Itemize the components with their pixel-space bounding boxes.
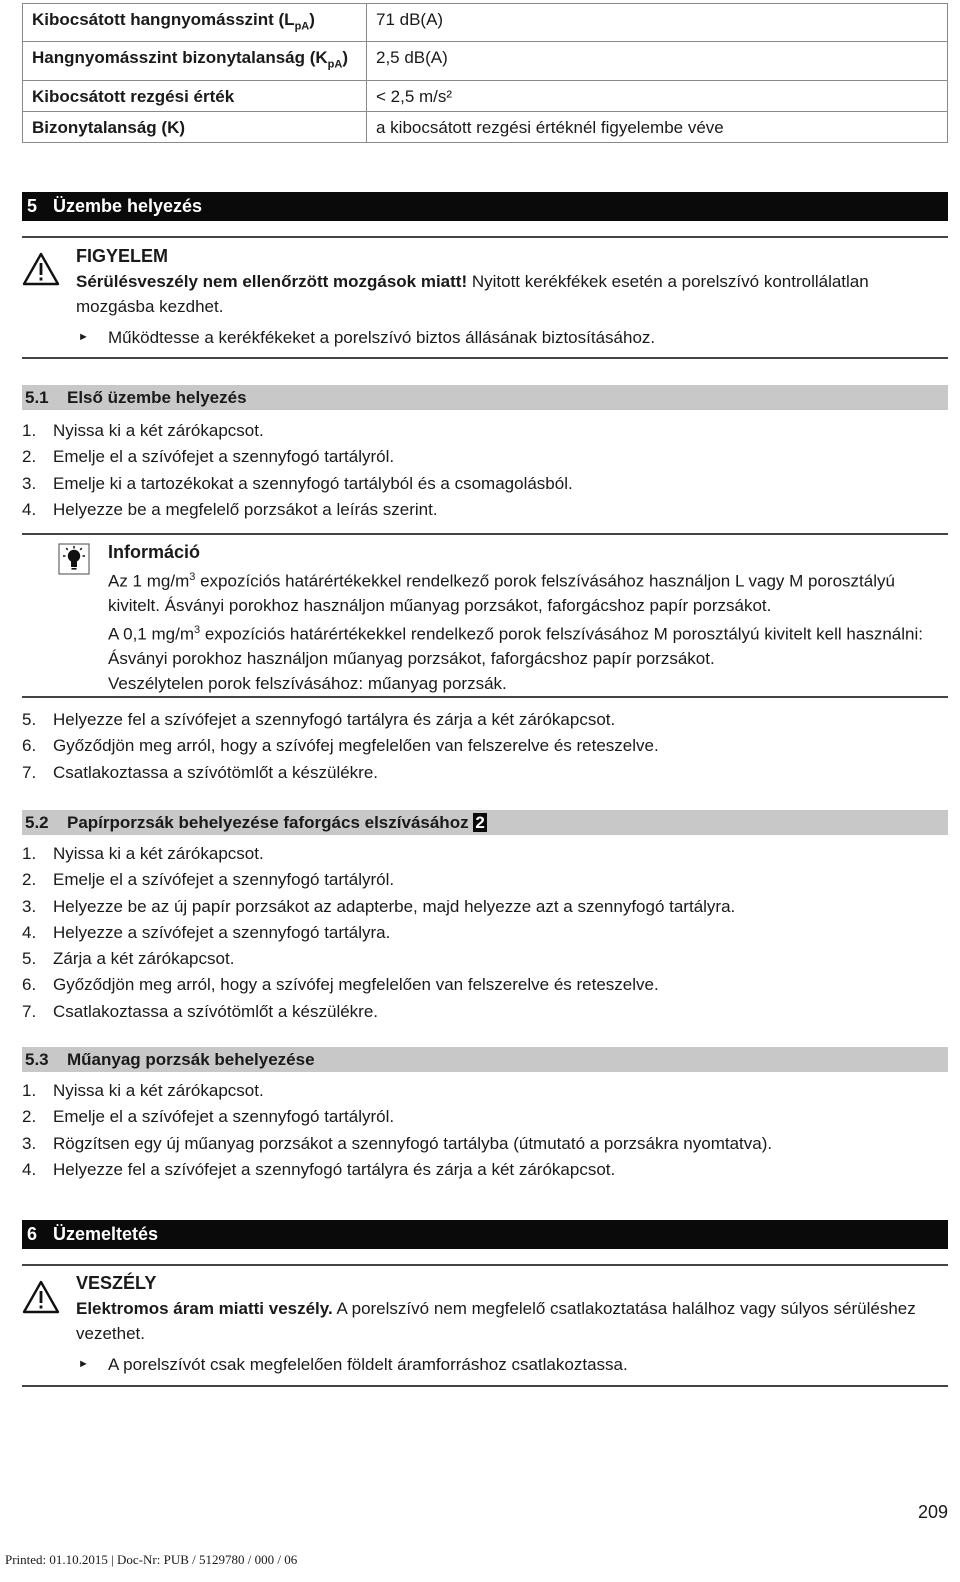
spec-key-subscript: pA (294, 20, 310, 33)
step-item (22, 841, 948, 867)
warning-action-text: A porelszívót csak megfelelően földelt áramforráshoz csatlakoztassa. (108, 1355, 628, 1374)
spec-key-text: Bizonytalanság (K) (32, 117, 186, 137)
steps-5-1-b (22, 707, 948, 786)
step-text: Nyissa ki a két zárókapcsot. (53, 1081, 264, 1100)
info-p1-sup: 3 (189, 570, 196, 583)
spec-value: 71 dB(A) (367, 4, 948, 42)
step-number: 1. (22, 1081, 37, 1100)
step-item (22, 760, 948, 786)
step-number: 5. (22, 710, 37, 729)
spec-table (22, 3, 948, 143)
subsection-number: 5.1 (25, 388, 49, 407)
step-item (22, 1104, 948, 1130)
step-item (22, 999, 948, 1025)
section-6-heading (22, 1220, 948, 1249)
step-item (22, 471, 948, 497)
spec-key-after: ) (342, 48, 349, 68)
step-number: 2. (22, 447, 37, 467)
steps-5-3 (22, 1078, 948, 1183)
info-paragraph-3: Veszélytelen porok felszívásához: műanyag porzsák. (108, 673, 507, 693)
step-text: Helyezze fel a szívófejet a szennyfogó tartályra és zárja a két zárókapcsot. (53, 710, 616, 729)
spec-key (23, 4, 367, 42)
subsection-title: Papírporzsák behelyezése faforgács elszívásához (67, 813, 469, 832)
subsection-title: Első üzembe helyezés (67, 388, 247, 407)
warning-title: FIGYELEM (76, 246, 169, 266)
info-block (22, 535, 948, 697)
step-text: Emelje el a szívófejet a szennyfogó tartályról. (53, 870, 395, 890)
step-number: 3. (22, 1133, 37, 1153)
spec-row (23, 42, 948, 80)
step-text: Nyissa ki a két zárókapcsot. (53, 421, 264, 440)
info-paragraph-1 (108, 565, 948, 619)
spec-key-after: ) (309, 10, 315, 29)
divider (22, 696, 948, 698)
subsection-number: 5.3 (25, 1050, 49, 1069)
page-number: 209 (917, 1502, 948, 1522)
step-number: 7. (22, 762, 37, 782)
warning-lead-rest: Nyitott kerékfékek esetén a porelszívó kontrollálatlan mozgásba kezdhet. (76, 272, 869, 316)
step-text: Nyissa ki a két zárókapcsot. (53, 844, 264, 863)
subsection-5-1-heading (22, 385, 948, 410)
step-number: 3. (22, 473, 37, 493)
step-item (22, 418, 948, 444)
step-item (22, 497, 948, 523)
warning-triangle-icon (22, 1280, 60, 1314)
spec-key-text: Hangnyomásszint bizonytalanság (K (32, 48, 328, 68)
info-p1-post: expozíciós határértékekkel rendelkező porok felszívásához használjon L vagy M porosztályú kivitelt. Ásványi porokhoz használjon műanyag porzsákot, faforgácshoz papír porzsákot. (108, 571, 895, 615)
subsection-number: 5.2 (25, 813, 49, 832)
spec-key-text: Kibocsátott rezgési érték (32, 86, 235, 106)
step-number: 4. (22, 499, 37, 519)
step-text: Emelje el a szívófejet a szennyfogó tartályról. (53, 1107, 395, 1127)
step-number: 4. (22, 922, 37, 942)
step-text: Helyezze fel a szívófejet a szennyfogó tartályra és zárja a két zárókapcsot. (53, 1159, 616, 1179)
step-text: Rögzítsen egy új műanyag porzsákot a szennyfogó tartályba (útmutató a porzsákra nyomtatva). (53, 1133, 773, 1153)
step-item (22, 1157, 948, 1183)
info-p2-post: expozíciós határértékekkel rendelkező porok felszívásához M porosztályú kivitelt kell használni: Ásványi porokhoz használjon műanyag porzsákot, faforgácshoz papír porzsákot. (108, 624, 923, 669)
step-item (22, 707, 948, 733)
steps-5-1-a (22, 418, 948, 523)
section-title: Üzembe helyezés (53, 196, 203, 216)
warning-title: VESZÉLY (76, 1273, 157, 1293)
info-p1-pre: Az 1 mg/m (108, 571, 190, 591)
divider (22, 357, 948, 359)
lightbulb-icon (58, 543, 90, 575)
spec-value: a kibocsátott rezgési értéknél figyelembe véve (367, 111, 948, 142)
step-text: Csatlakoztassa a szívótömlőt a készülékre. (53, 1001, 379, 1021)
step-text: Helyezze be a megfelelő porzsákot a leírás szerint. (53, 499, 438, 519)
step-number: 5. (22, 949, 37, 969)
subsection-title: Műanyag porzsák behelyezése (67, 1050, 315, 1069)
warning-block-figyelem (22, 238, 948, 358)
spec-key (23, 111, 367, 142)
spec-row (23, 111, 948, 142)
step-number: 3. (22, 896, 37, 916)
step-item (22, 1078, 948, 1104)
subsection-5-2-heading (22, 810, 948, 835)
figure-reference: 2 (475, 813, 485, 832)
divider (22, 1385, 948, 1387)
warning-lead-rest: A porelszívó nem megfelelő csatlakoztatása halálhoz vagy súlyos sérüléshez vezethet. (76, 1299, 916, 1343)
section-5-heading (22, 192, 948, 221)
step-number: 1. (22, 421, 37, 440)
info-paragraph-2 (108, 618, 948, 672)
spec-value: 2,5 dB(A) (367, 42, 948, 80)
info-title: Információ (108, 542, 201, 562)
section-title: Üzemeltetés (53, 1224, 159, 1244)
step-number: 6. (22, 736, 37, 756)
step-item (22, 733, 948, 759)
warning-text (76, 269, 948, 319)
step-text: Zárja a két zárókapcsot. (53, 949, 235, 969)
arrow-right-icon: ► (78, 1358, 89, 1370)
spec-row (23, 80, 948, 111)
warning-text (76, 1296, 948, 1346)
step-item (22, 444, 948, 470)
step-number: 2. (22, 870, 37, 890)
warning-action (76, 1352, 948, 1377)
step-item (22, 946, 948, 972)
spec-key (23, 42, 367, 80)
step-item (22, 867, 948, 893)
step-item (22, 972, 948, 998)
arrow-right-icon: ► (78, 331, 89, 343)
step-number: 2. (22, 1107, 37, 1127)
warning-lead-bold: Sérülésveszély nem ellenőrzött mozgások miatt! (76, 272, 468, 291)
step-number: 4. (22, 1159, 37, 1179)
spec-key-text: Kibocsátott hangnyomásszint (L (32, 10, 295, 29)
step-item (22, 920, 948, 946)
warning-triangle-icon (22, 252, 60, 286)
print-footer: Printed: 01.10.2015 | Doc-Nr: PUB / 5129780 / 000 / 06 (5, 1552, 298, 1567)
warning-action-text: Működtesse a kerékfékeket a porelszívó biztos állásának biztosításához. (108, 328, 656, 347)
step-text: Csatlakoztassa a szívótömlőt a készülékre. (53, 762, 379, 782)
step-text: Helyezze a szívófejet a szennyfogó tartályra. (53, 922, 391, 942)
warning-lead-bold: Elektromos áram miatti veszély. (76, 1299, 333, 1318)
step-number: 6. (22, 975, 37, 995)
step-number: 7. (22, 1001, 37, 1021)
warning-action (76, 325, 948, 350)
spec-key-subscript: pA (327, 58, 343, 71)
section-number: 5 (27, 196, 38, 216)
step-item (22, 894, 948, 920)
spec-key (23, 80, 367, 111)
section-number: 6 (27, 1224, 38, 1244)
step-text: Emelje ki a tartozékokat a szennyfogó tartályból és a csomagolásból. (53, 473, 573, 493)
spec-row (23, 4, 948, 42)
info-p2-sup: 3 (193, 624, 201, 637)
step-text: Helyezze be az új papír porzsákot az adapterbe, majd helyezze azt a szennyfogó tartályra. (53, 896, 736, 916)
step-item (22, 1131, 948, 1157)
step-number: 1. (22, 844, 37, 863)
step-text: Győződjön meg arról, hogy a szívófej megfelelően van felszerelve és reteszelve. (53, 736, 659, 756)
warning-block-veszely (22, 1266, 948, 1386)
step-text: Győződjön meg arról, hogy a szívófej megfelelően van felszerelve és reteszelve. (53, 975, 659, 995)
info-p2-pre: A 0,1 mg/m (108, 624, 194, 644)
steps-5-2 (22, 841, 948, 1025)
subsection-5-3-heading (22, 1047, 948, 1072)
step-text: Emelje el a szívófejet a szennyfogó tartályról. (53, 447, 395, 467)
spec-value: < 2,5 m/s² (367, 80, 948, 111)
